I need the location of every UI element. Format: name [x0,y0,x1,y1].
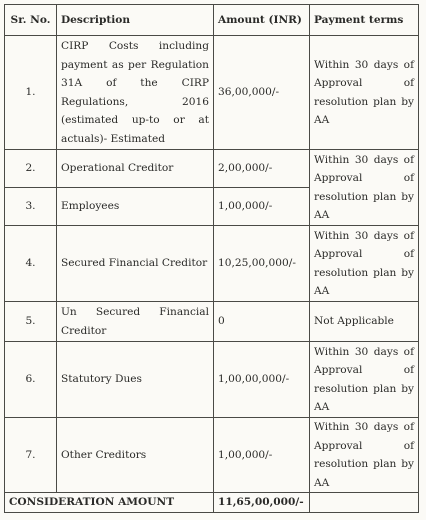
terms-line: AA [314,476,330,489]
terms-line: Approval of [314,248,414,260]
description-line: (estimated up-to or at [61,114,209,126]
terms-line: Within 30 days of [314,229,414,242]
terms-line: resolution plan by [314,190,414,203]
terms-line: Approval of [314,172,414,184]
description-line: Un Secured Financial [61,306,209,318]
terms-line: resolution plan by [314,266,414,279]
payment-terms-cell [310,342,419,418]
table-row [5,36,419,150]
payment-terms-cell [310,150,419,226]
terms-line: AA [314,209,330,221]
terms-line: AA [314,285,330,297]
header-sr-no: Sr. No. [5,5,57,36]
table-row [5,150,419,188]
total-row [5,493,419,513]
sr-no-cell: 6. [5,342,57,418]
terms-line: resolution plan by [314,95,414,108]
description-cell [57,302,214,342]
header-description: Description [57,5,214,36]
description-line: CIRP Costs including [61,40,209,52]
description-line: 31A of the CIRP [61,77,209,89]
header-payment-terms: Payment terms [310,5,419,36]
empty-cell [310,493,419,513]
sr-no-cell: 1. [5,36,57,150]
sr-no-cell: 3. [5,188,57,226]
terms-line: Within 30 days of [314,345,414,358]
description-cell: Operational Creditor [57,150,214,188]
amount-cell: 1,00,000/- [214,418,310,493]
payment-table [4,4,419,513]
sr-no-cell: 7. [5,418,57,493]
terms-line: resolution plan by [314,382,414,395]
terms-line: Approval of [314,439,414,452]
terms-line: Approval of [314,77,414,89]
sr-no-cell: 4. [5,226,57,302]
payment-terms-cell: Not Applicable [310,302,419,342]
description-line: payment as per Regulation [61,58,209,71]
table-row [5,302,419,342]
terms-line: Within 30 days of [314,58,414,71]
amount-cell: 0 [214,302,310,342]
sr-no-cell: 2. [5,150,57,188]
terms-line: AA [314,401,330,413]
description-line: Regulations, 2016 [61,95,209,108]
table-row [5,342,419,418]
terms-line: AA [314,114,330,126]
description-cell: Other Creditors [57,418,214,493]
description-cell: Secured Financial Creditor [57,226,214,302]
amount-cell: 1,00,00,000/- [214,342,310,418]
header-amount: Amount (INR) [214,5,310,36]
table-row [5,418,419,493]
amount-cell: 36,00,000/- [214,36,310,150]
description-cell [57,36,214,150]
terms-line: resolution plan by [314,458,414,470]
description-cell: Employees [57,188,214,226]
amount-cell: 1,00,000/- [214,188,310,226]
consideration-amount-label: CONSIDERATION AMOUNT [5,493,214,513]
payment-terms-cell [310,36,419,150]
description-cell: Statutory Dues [57,342,214,418]
sr-no-cell: 5. [5,302,57,342]
terms-line: Within 30 days of [314,153,414,166]
header-row [5,5,419,36]
amount-cell: 10,25,00,000/- [214,226,310,302]
description-line: Creditor [61,324,107,337]
terms-line: Approval of [314,364,414,376]
payment-terms-cell [310,226,419,302]
table-row [5,226,419,302]
consideration-amount-value: 11,65,00,000/- [214,493,310,513]
terms-line: Within 30 days of [314,421,414,433]
amount-cell: 2,00,000/- [214,150,310,188]
description-line: actuals)- Estimated [61,132,166,145]
payment-terms-cell [310,418,419,493]
